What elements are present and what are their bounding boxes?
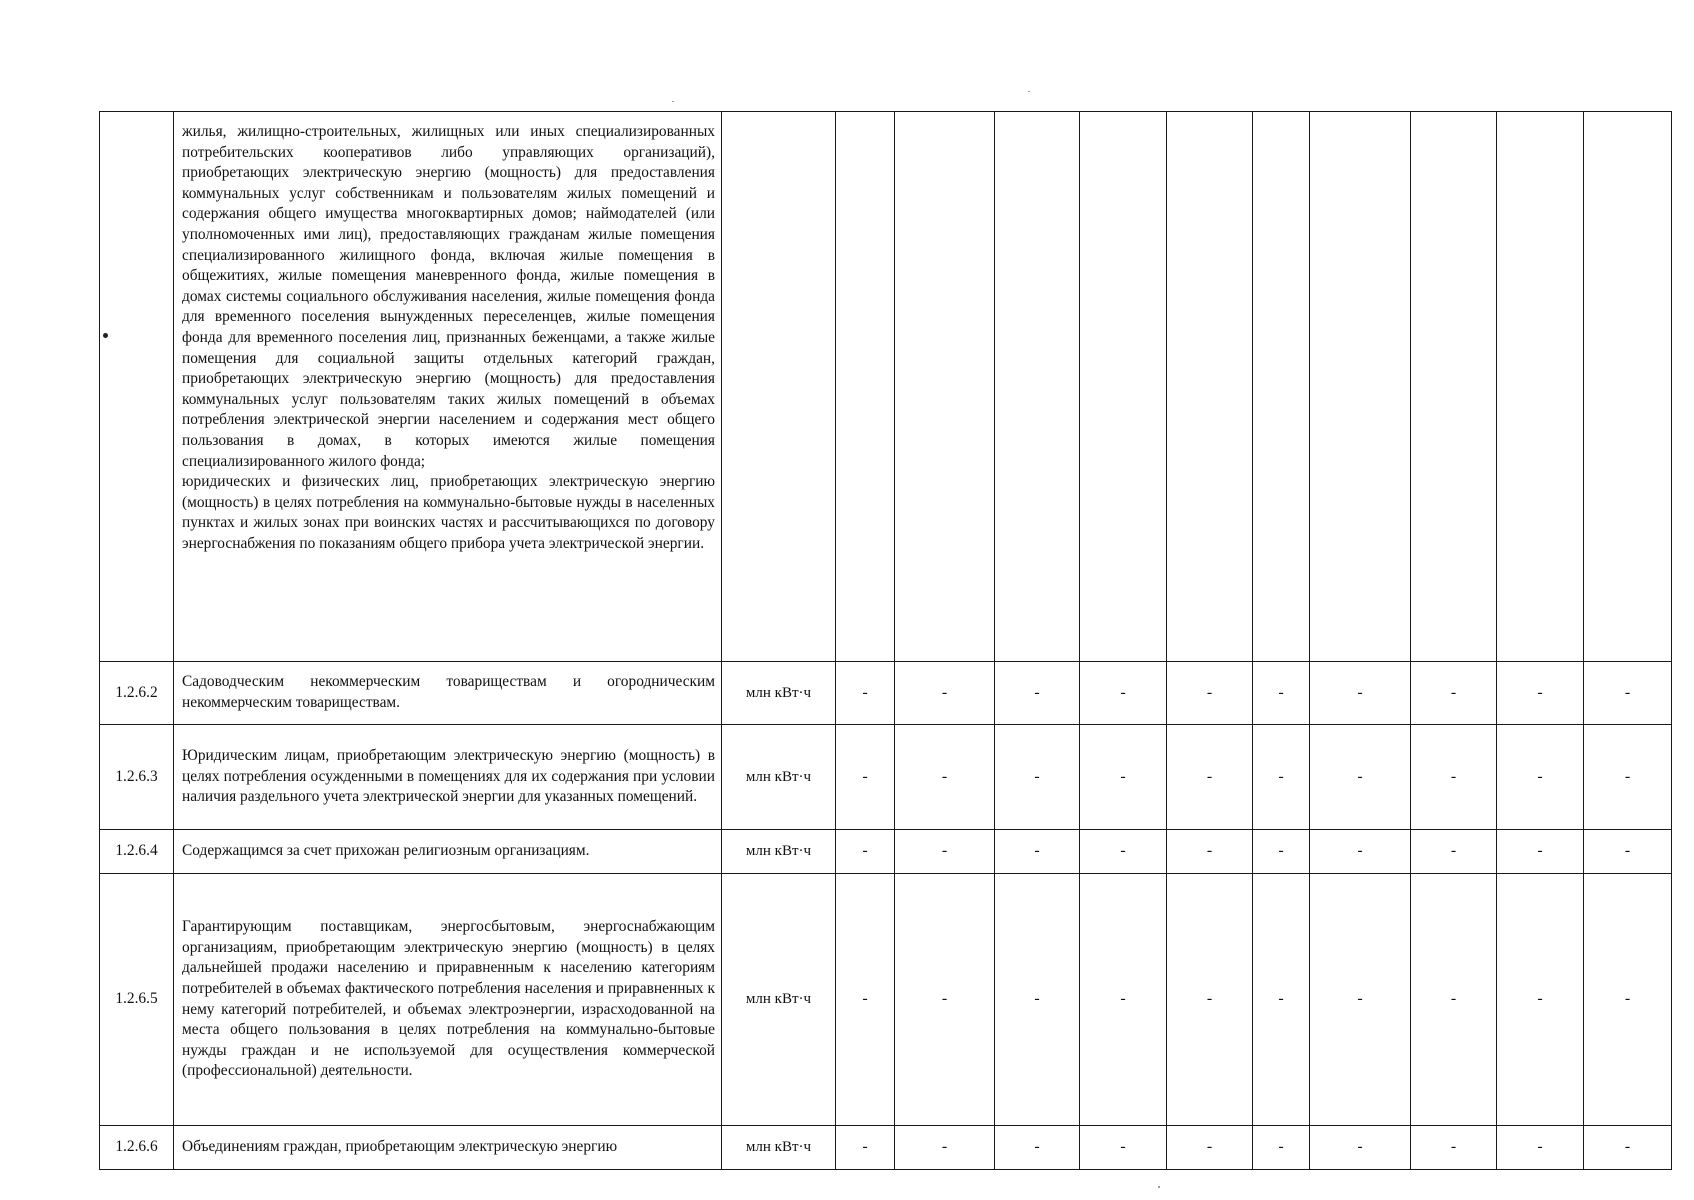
- value-cell: -: [1310, 874, 1411, 1126]
- table-row: [100, 725, 1672, 830]
- row-number: 1.2.6.5: [100, 874, 174, 1126]
- row-unit: млн кВт·ч: [722, 662, 836, 725]
- value-cell: -: [1497, 725, 1584, 830]
- table-row: [100, 830, 1672, 874]
- value-cell: -: [1167, 1126, 1253, 1170]
- description-paragraph: юридических и физических лиц, приобретающих электрическую энергию (мощность) в целях потребления на коммунально-бытовые нужды в населенных пунктах и жилых зонах при воинских частях и рассчитывающихся по договору энергоснабжения по показаниям общего прибора учета электрической энергии.: [182, 473, 715, 552]
- table-row: [100, 662, 1672, 725]
- value-cell: -: [1253, 874, 1310, 1126]
- value-cell: -: [1411, 662, 1497, 725]
- row-description: [174, 830, 722, 874]
- value-cell: -: [1080, 830, 1167, 874]
- value-cell: [836, 112, 895, 662]
- value-cell: [895, 112, 995, 662]
- value-cell: -: [1080, 1126, 1167, 1170]
- data-table: [99, 111, 1672, 1170]
- row-number: 1.2.6.2: [100, 662, 174, 725]
- value-cell: -: [1310, 662, 1411, 725]
- row-description: [174, 662, 722, 725]
- row-unit: [722, 112, 836, 662]
- value-cell: -: [1411, 874, 1497, 1126]
- table-row: [100, 1126, 1672, 1170]
- row-number: 1.2.6.6: [100, 1126, 174, 1170]
- table-row: [100, 874, 1672, 1126]
- value-cell: -: [895, 662, 995, 725]
- value-cell: [1080, 112, 1167, 662]
- value-cell: -: [836, 725, 895, 830]
- value-cell: -: [1584, 725, 1672, 830]
- value-cell: [1411, 112, 1497, 662]
- description-paragraph: Садоводческим некоммерческим товариществам и огородническим некоммерческим товариществам.: [182, 673, 715, 711]
- description-paragraph: Содержащимся за счет прихожан религиозным организациям.: [182, 842, 590, 860]
- description-paragraph: Юридическим лицам, приобретающим электрическую энергию (мощность) в целях потребления осужденными в помещениях для их содержания при условии наличия раздельного учета электрической энергии для указанных помещений.: [182, 747, 715, 806]
- row-unit: млн кВт·ч: [722, 830, 836, 874]
- row-unit: млн кВт·ч: [722, 874, 836, 1126]
- value-cell: -: [1497, 874, 1584, 1126]
- value-cell: -: [1253, 1126, 1310, 1170]
- value-cell: -: [895, 1126, 995, 1170]
- value-cell: -: [1253, 725, 1310, 830]
- value-cell: -: [1310, 1126, 1411, 1170]
- value-cell: -: [836, 1126, 895, 1170]
- row-description: [174, 725, 722, 830]
- scan-artifact: [672, 101, 674, 102]
- row-number: [100, 112, 174, 662]
- value-cell: -: [1584, 830, 1672, 874]
- value-cell: -: [995, 830, 1080, 874]
- value-cell: -: [836, 662, 895, 725]
- value-cell: [1497, 112, 1584, 662]
- scan-artifact: [1028, 91, 1030, 92]
- row-unit: млн кВт·ч: [722, 725, 836, 830]
- value-cell: -: [1080, 725, 1167, 830]
- value-cell: -: [1167, 725, 1253, 830]
- value-cell: -: [1584, 874, 1672, 1126]
- description-paragraph: Объединениям граждан, приобретающим электрическую энергию: [182, 1138, 618, 1156]
- value-cell: -: [1167, 874, 1253, 1126]
- value-cell: -: [1411, 1126, 1497, 1170]
- value-cell: -: [995, 1126, 1080, 1170]
- value-cell: -: [1310, 830, 1411, 874]
- value-cell: -: [1253, 662, 1310, 725]
- value-cell: -: [1253, 830, 1310, 874]
- value-cell: [995, 112, 1080, 662]
- value-cell: -: [895, 725, 995, 830]
- value-cell: -: [1584, 1126, 1672, 1170]
- value-cell: [1584, 112, 1672, 662]
- value-cell: -: [1584, 662, 1672, 725]
- value-cell: -: [995, 662, 1080, 725]
- value-cell: -: [1167, 662, 1253, 725]
- row-number: 1.2.6.4: [100, 830, 174, 874]
- value-cell: -: [836, 874, 895, 1126]
- value-cell: [1253, 112, 1310, 662]
- value-cell: -: [1497, 662, 1584, 725]
- row-unit: млн кВт·ч: [722, 1126, 836, 1170]
- table-row: [100, 112, 1672, 662]
- scan-artifact: [1158, 1186, 1160, 1188]
- value-cell: -: [1167, 830, 1253, 874]
- value-cell: -: [895, 874, 995, 1126]
- row-description: [174, 112, 722, 662]
- description-paragraph: Гарантирующим поставщикам, энергосбытовым, энергоснабжающим организациям, приобретающим электрическую энергию (мощность) в целях дальнейшей продажи населению и приравненным к населению категориям потребителей в объемах фактического потребления населения и приравненных к нему категорий потребителей, и объемах электроэнергии, израсходованной на места общего пользования в целях потребления на коммунально-бытовые нужды граждан и не используемой для осуществления коммерческой (профессиональной) деятельности.: [182, 918, 715, 1080]
- value-cell: -: [995, 725, 1080, 830]
- value-cell: -: [836, 830, 895, 874]
- value-cell: -: [1411, 725, 1497, 830]
- value-cell: -: [1080, 662, 1167, 725]
- row-description: [174, 874, 722, 1126]
- value-cell: -: [1310, 725, 1411, 830]
- value-cell: -: [1411, 830, 1497, 874]
- value-cell: -: [1497, 1126, 1584, 1170]
- description-paragraph: жилья, жилищно-строительных, жилищных или иных специализированных потребительских кооперативов либо управляющих организаций), приобретающих электрическую энергию (мощность) для предоставления коммунальных услуг собственникам и пользователям жилых помещений и содержания общего имущества многоквартирных домов; наймодателей (или уполномоченных ими лиц), предоставляющих гражданам жилые помещения специализированного жилищного фонда, включая жилые помещения в общежитиях, жилые помещения маневренного фонда, жилые помещения в домах системы социального обслуживания населения, жилые помещения фонда для временного поселения вынужденных переселенцев, жилые помещения фонда для временного поселения лиц, признанных беженцами, а также жилые помещения для социальной защиты отдельных категорий граждан, приобретающих электрическую энергию (мощность) для предоставления коммунальных услуг пользователям таких жилых помещений в объемах потребления электрической энергии населением и содержания мест общего пользования в домах, в которых имеются жилые помещения специализированного жилого фонда;: [182, 123, 715, 470]
- row-number: 1.2.6.3: [100, 725, 174, 830]
- value-cell: [1310, 112, 1411, 662]
- value-cell: -: [995, 874, 1080, 1126]
- value-cell: [1167, 112, 1253, 662]
- value-cell: -: [1080, 874, 1167, 1126]
- value-cell: -: [1497, 830, 1584, 874]
- row-description: [174, 1126, 722, 1170]
- value-cell: -: [895, 830, 995, 874]
